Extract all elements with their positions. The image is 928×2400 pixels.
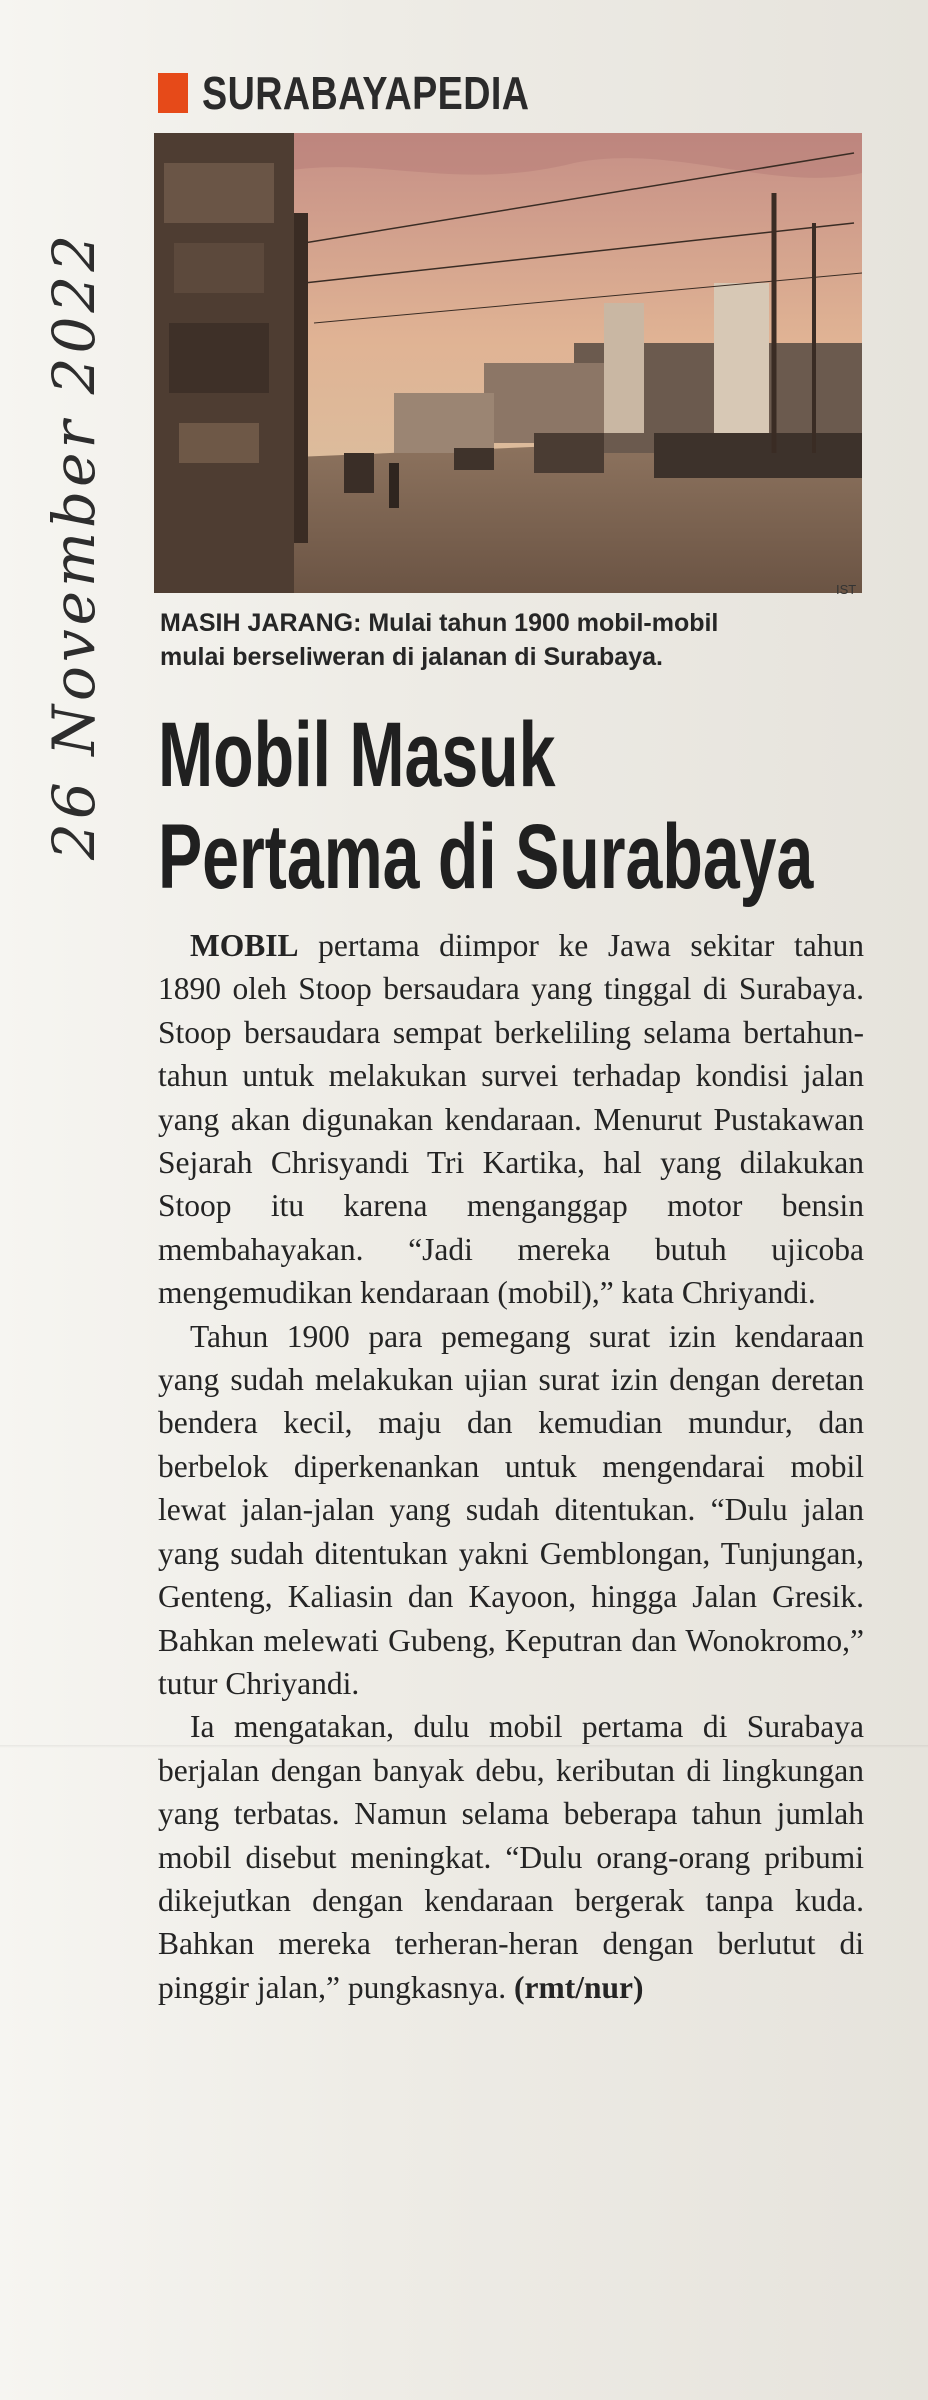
article-headline [158,704,814,908]
article-paragraph [158,1705,864,2009]
headline-line: Mobil Masuk [158,704,556,806]
article-body [158,924,864,2009]
section-rubric [158,66,601,120]
rubric-label: SURABAYAPEDIA [202,67,530,119]
paragraph-text: Ia mengatakan, dulu mobil pertama di Surabaya berjalan dengan banyak debu, keributan di lingkungan yang terbatas. Namun selama beberapa tahun jumlah mobil disebut meningkat. “Dulu orang-orang pribumi dikejutkan dengan kendaraan bergerak tanpa kuda. Bahkan mereka terheran-heran dengan berlutut di pinggir jalan,” pungkasnya. [158,1709,864,2005]
author-signature: (rmt/nur) [514,1969,644,2005]
caption-line: MASIH JARANG: Mulai tahun 1900 mobil-mobil [160,609,719,637]
article-paragraph: Tahun 1900 para pemegang surat izin kendaraan yang sudah melakukan ujian surat izin dengan deretan bendera kecil, maju dan kemudian mundur, dan berbelok diperkenankan untuk mengendarai mobil lewat jalan-jalan yang sudah ditentukan. “Dulu jalan yang sudah ditentukan yakni Gemblongan, Tunjungan, Genteng, Kaliasin dan Kayoon, hingga Jalan Gresik. Bahkan melewati Gubeng, Keputran dan Wonokromo,” tutur Chriyandi. [158,1318,864,1701]
handwritten-date-text: 26 November 2022 [40,230,108,860]
caption-line: mulai berseliweran di jalanan di Surabaya. [160,643,663,671]
street-photo-image [154,133,862,593]
photo-caption [160,606,860,674]
photo-credit: IST [836,582,857,597]
rubric-marker [158,73,188,113]
paragraph-text: pertama diimpor ke Jawa sekitar tahun 1890 oleh Stoop bersaudara yang tinggal di Surabaya. Stoop bersaudara sempat berkeliling selama bertahun-tahun untuk melakukan survei terhadap kondisi jalan yang akan digunakan kendaraan. Menurut Pustakawan Sejarah Chrisyandi Tri Kartika, hal yang dilakukan Stoop itu karena menganggap motor bensin membahayakan. “Jadi mereka butuh ujicoba mengemudikan kendaraan (mobil),” kata Chriyandi. [158,928,864,1311]
street-photo [154,133,862,593]
article-lead-word: MOBIL [190,928,299,963]
article-paragraph [158,924,864,1315]
headline-line: Pertama di Surabaya [158,806,814,908]
